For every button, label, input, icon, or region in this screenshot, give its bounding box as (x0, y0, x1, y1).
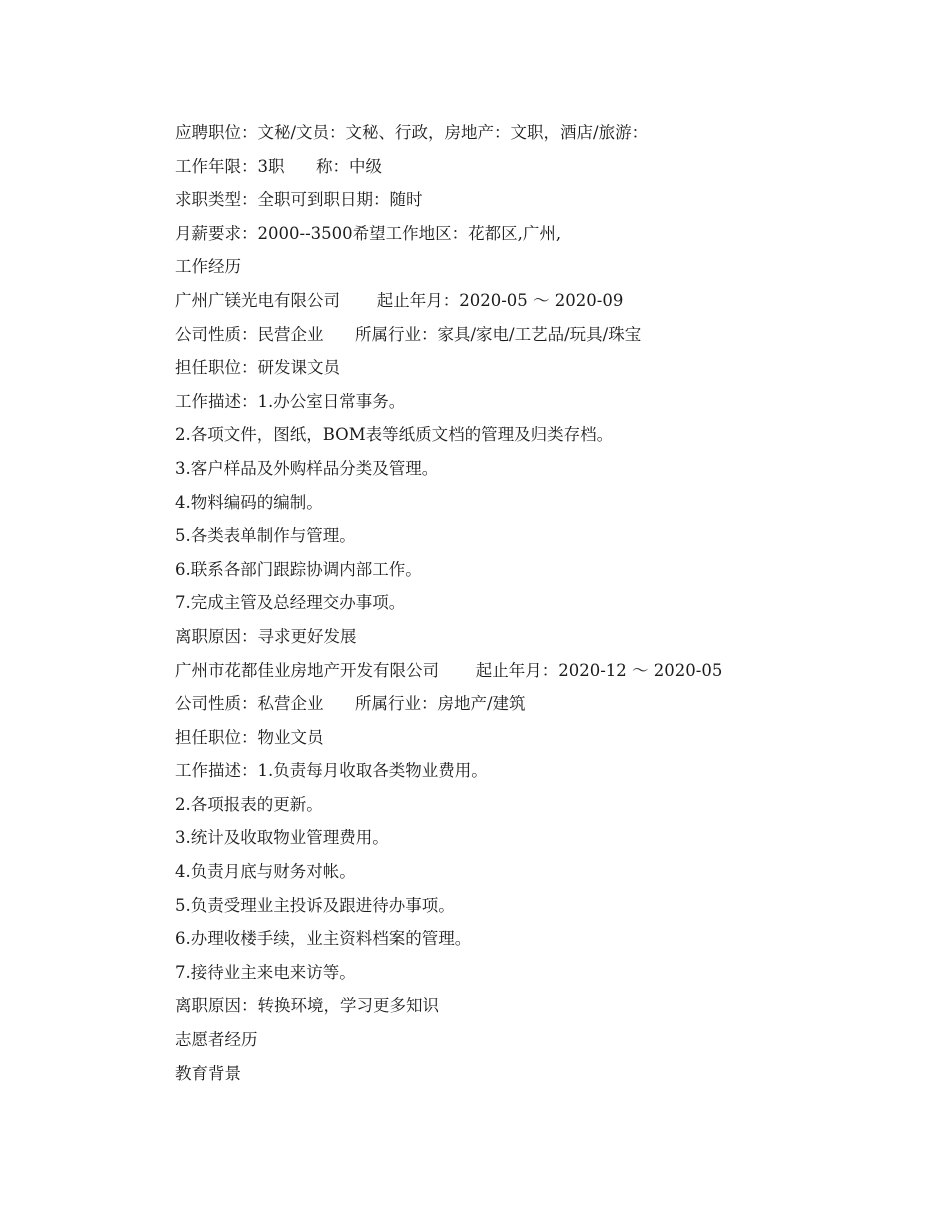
company-1-duty-6: 6.联系各部门跟踪协调内部工作。 (175, 559, 422, 579)
job-type-line: 求职类型：全职可到职日期：随时 (175, 190, 423, 210)
company-1-duty-3: 3.客户样品及外购样品分类及管理。 (175, 458, 439, 478)
company-1-duty-4: 4.物料编码的编制。 (175, 492, 323, 512)
work-years-line: 工作年限：3职 称：中级 (175, 156, 382, 176)
company-2-position-line: 担任职位：物业文员 (175, 727, 324, 747)
company-2-duty-5: 5.负责受理业主投诉及跟进待办事项。 (175, 895, 455, 915)
company-2-line: 广州市花都佳业房地产开发有限公司 起止年月：2020-12 ～ 2020-05 (175, 660, 723, 680)
volunteer-heading: 志愿者经历 (175, 1030, 258, 1050)
company-1-position-line: 担任职位：研发课文员 (175, 358, 340, 378)
company-2-duty-2: 2.各项报表的更新。 (175, 794, 323, 814)
company-1-leave-reason: 离职原因：寻求更好发展 (175, 626, 357, 646)
work-history-heading: 工作经历 (175, 257, 241, 277)
company-2-nature-line: 公司性质：私营企业 所属行业：房地产/建筑 (175, 694, 526, 714)
company-1-duty-5: 5.各类表单制作与管理。 (175, 526, 356, 546)
resume-body (175, 116, 875, 1090)
company-1-duty-2: 2.各项文件，图纸，BOM表等纸质文档的管理及归类存档。 (175, 425, 614, 445)
company-1-duty-7: 7.完成主管及总经理交办事项。 (175, 593, 406, 613)
company-1-line: 广州广镁光电有限公司 起止年月：2020-05 ～ 2020-09 (175, 290, 624, 310)
company-2-duty-3: 3.统计及收取物业管理费用。 (175, 828, 389, 848)
company-1-nature-line: 公司性质：民营企业 所属行业：家具/家电/工艺品/玩具/珠宝 (175, 324, 642, 344)
company-2-desc-line: 工作描述：1.负责每月收取各类物业费用。 (175, 761, 488, 781)
education-heading: 教育背景 (175, 1063, 241, 1083)
company-2-duty-7: 7.接待业主来电来访等。 (175, 962, 356, 982)
company-1-desc-line: 工作描述：1.办公室日常事务。 (175, 391, 406, 411)
salary-line: 月薪要求：2000--3500希望工作地区：花都区,广州, (175, 223, 562, 243)
company-2-duty-4: 4.负责月底与财务对帐。 (175, 862, 356, 882)
company-2-duty-6: 6.办理收楼手续，业主资料档案的管理。 (175, 929, 472, 949)
job-target-line: 应聘职位：文秘/文员：文秘、行政，房地产：文职，酒店/旅游： (175, 123, 649, 142)
company-2-leave-reason: 离职原因：转换环境，学习更多知识 (175, 996, 439, 1016)
